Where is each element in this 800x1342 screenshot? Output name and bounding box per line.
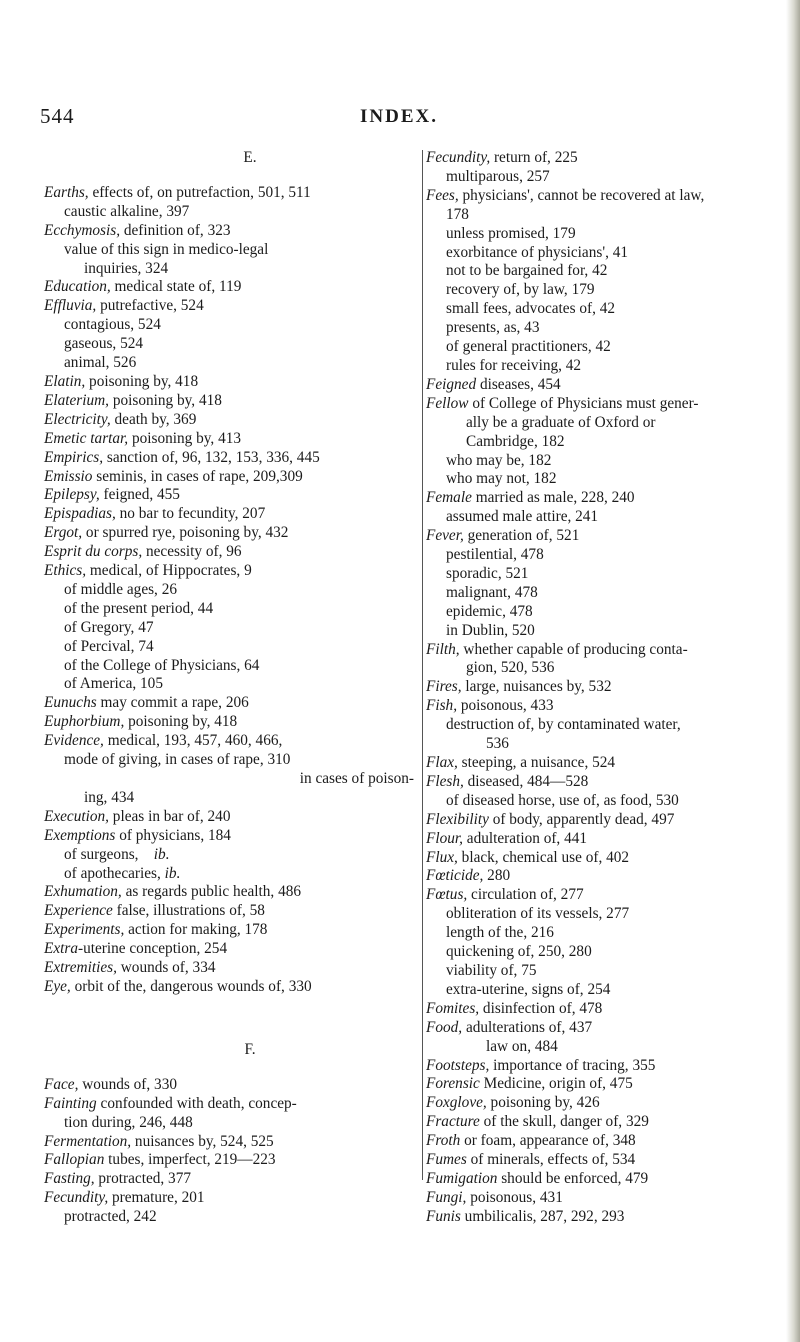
index-subentry: malignant, 478 (446, 583, 538, 601)
index-subentry: assumed male attire, 241 (446, 508, 599, 526)
index-entry: Empirics, sanction of, 96, 132, 153, 336, 445 (44, 448, 320, 466)
index-entry: Epispadias, no bar to fecundity, 207 (44, 505, 266, 523)
index-subentry: small fees, advocates of, 42 (446, 300, 616, 318)
index-entry: Exemptions of physicians, 184 (44, 826, 231, 844)
index-entry: Epilepsy, feigned, 455 (44, 486, 180, 504)
index-entry: Fracture of the skull, danger of, 329 (426, 1113, 649, 1131)
index-entry-continued: ally be a graduate of Oxford or (466, 413, 656, 431)
index-subentry: of diseased horse, use of, as food, 530 (446, 791, 679, 809)
index-entry: Elatin, poisoning by, 418 (44, 372, 199, 390)
index-entry: Fumigation should be enforced, 479 (426, 1169, 649, 1187)
index-subentry: value of this sign in medico-legal (64, 240, 269, 258)
index-entry: Feigned diseases, 454 (426, 375, 561, 393)
index-entry: Fish, poisonous, 433 (426, 697, 554, 715)
index-entry: Face, wounds of, 330 (44, 1075, 177, 1093)
section-heading-e: E. (243, 149, 257, 166)
index-subentry: mode of giving, in cases of rape, 310 (64, 751, 291, 769)
index-entry: Fasting, protracted, 377 (44, 1170, 191, 1188)
index-entry: Electricity, death by, 369 (44, 410, 197, 428)
index-entry: Emetic tartar, poisoning by, 413 (44, 429, 242, 447)
index-entry: Eunuchs may commit a rape, 206 (44, 694, 249, 712)
index-subentry: exorbitance of physicians', 41 (446, 243, 629, 261)
index-entry: Footsteps, importance of tracing, 355 (426, 1056, 656, 1074)
index-subentry-continued: ing, 434 (84, 788, 135, 806)
index-entry: Experience false, illustrations of, 58 (44, 902, 265, 920)
index-entry: Evidence, medical, 193, 457, 460, 466, (44, 732, 283, 750)
index-subentry: protracted, 242 (64, 1208, 157, 1226)
index-entry: Effluvia, putrefactive, 524 (44, 297, 204, 315)
index-entry: Flax, steeping, a nuisance, 524 (426, 754, 616, 771)
page-header (0, 104, 790, 130)
index-entry: Fungi, poisonous, 431 (426, 1188, 563, 1206)
index-entry: Eye, orbit of the, dangerous wounds of, 330 (44, 977, 312, 995)
index-entry: Education, medical state of, 119 (44, 278, 242, 296)
index-entry: Esprit du corps, necessity of, 96 (44, 543, 242, 561)
right-column (426, 149, 790, 1227)
index-subentry: contagious, 524 (64, 316, 161, 334)
index-subentry: of apothecaries, ib. (64, 864, 181, 882)
index-subentry: of middle ages, 26 (64, 580, 178, 598)
index-subentry: of America, 105 (64, 675, 163, 693)
index-entry: Emissio seminis, in cases of rape, 209,309 (44, 467, 303, 485)
index-subentry: multiparous, 257 (446, 167, 550, 185)
index-entry: Ergot, or spurred rye, poisoning by, 432 (44, 524, 289, 542)
index-subentry: of surgeons, ib. (64, 845, 170, 863)
index-entry: Fumes of minerals, effects of, 534 (426, 1151, 636, 1169)
index-subentry: epidemic, 478 (446, 602, 533, 620)
index-entry-continued: 178 (446, 205, 469, 223)
index-entry: Ethics, medical, of Hippocrates, 9 (44, 562, 252, 580)
index-entry: Fœtus, circulation of, 277 (426, 886, 584, 904)
index-subentry: unless promised, 179 (446, 224, 576, 242)
index-entry: Fecundity, return of, 225 (426, 149, 578, 166)
index-entry: Froth or foam, appearance of, 348 (426, 1132, 636, 1150)
index-subentry: in Dublin, 520 (446, 621, 535, 639)
index-entry: Fœticide, 280 (426, 867, 511, 885)
index-entry: Forensic Medicine, origin of, 475 (426, 1075, 633, 1093)
index-entry: Earths, effects of, on putrefaction, 501, 511 (44, 183, 311, 201)
index-subentry: of general practitioners, 42 (446, 338, 611, 356)
index-subentry: gaseous, 524 (64, 335, 144, 353)
index-entry: Fees, physicians', cannot be recovered at law, (426, 186, 705, 204)
index-subentry: pestilential, 478 (446, 546, 544, 564)
index-entry: Flour, adulteration of, 441 (426, 829, 588, 847)
index-subentry: caustic alkaline, 397 (64, 202, 190, 220)
index-entry: Female married as male, 228, 240 (426, 489, 635, 507)
index-subentry: of Percival, 74 (64, 637, 154, 655)
index-entry: Food, adulterations of, 437 (426, 1018, 593, 1036)
index-entry: Flesh, diseased, 484—528 (426, 772, 589, 790)
index-entry: Fallopian tubes, imperfect, 219—223 (44, 1151, 276, 1169)
index-entry: Ecchymosis, definition of, 323 (44, 221, 231, 239)
index-entry: Euphorbium, poisoning by, 418 (44, 713, 238, 731)
index-subentry: viability of, 75 (446, 961, 537, 979)
index-subentry: length of the, 216 (446, 924, 554, 942)
index-entry: Exhumation, as regards public health, 486 (44, 883, 302, 901)
index-entry: Filth, whether capable of producing conta- (426, 640, 688, 658)
index-subentry: animal, 526 (64, 354, 137, 372)
page-number: 544 (40, 104, 75, 128)
index-subentry: extra-uterine, signs of, 254 (446, 980, 611, 998)
index-entry: Extremities, wounds of, 334 (44, 959, 216, 977)
index-entry: Fellow of College of Physicians must gener- (426, 394, 699, 412)
index-entry: Fomites, disinfection of, 478 (426, 999, 603, 1017)
index-subentry: sporadic, 521 (446, 564, 529, 582)
index-entry: Experiments, action for making, 178 (44, 921, 268, 939)
index-entry: Fainting confounded with death, concep- (44, 1094, 297, 1112)
index-entry: Funis umbilicalis, 287, 292, 293 (426, 1207, 625, 1225)
index-subentry-continued: 536 (486, 735, 509, 753)
index-subentry: quickening of, 250, 280 (446, 943, 592, 961)
index-subentry: rules for receiving, 42 (446, 356, 582, 374)
index-subentry-continued: in cases of poison- (299, 770, 414, 787)
index-entry: Fever, generation of, 521 (426, 527, 580, 545)
index-subentry: obliteration of its vessels, 277 (446, 905, 630, 923)
index-subentry: of the College of Physicians, 64 (64, 656, 260, 674)
index-entry-continued: tion during, 246, 448 (64, 1113, 193, 1131)
index-subentry-continued: inquiries, 324 (84, 259, 169, 277)
index-subentry: of Gregory, 47 (64, 618, 154, 636)
page-title: INDEX. (360, 106, 438, 127)
index-subentry: recovery of, by law, 179 (446, 281, 595, 299)
index-subentry: of the present period, 44 (64, 599, 214, 617)
index-subentry: presents, as, 43 (446, 319, 540, 337)
index-entry: Execution, pleas in bar of, 240 (44, 807, 231, 825)
index-entry-continued: gion, 520, 536 (466, 659, 555, 677)
index-entry: Elaterium, poisoning by, 418 (44, 391, 222, 409)
index-entry: Flux, black, chemical use of, 402 (426, 848, 630, 866)
section-heading-f: F. (244, 1040, 256, 1058)
index-entry: Fires, large, nuisances by, 532 (426, 678, 612, 696)
index-subentry: destruction of, by contaminated water, (446, 716, 681, 734)
index-entry: Fermentation, nuisances by, 524, 525 (44, 1132, 274, 1150)
index-subentry: not to be bargained for, 42 (446, 262, 608, 280)
index-entry: Flexibility of body, apparently dead, 497 (426, 810, 675, 828)
column-divider (422, 150, 423, 1180)
left-column (44, 149, 420, 1227)
index-entry-continued: Cambridge, 182 (466, 432, 565, 450)
index-entry: Extra-uterine conception, 254 (44, 940, 228, 958)
index-entry: Foxglove, poisoning by, 426 (426, 1094, 600, 1112)
index-subentry: who may not, 182 (446, 470, 557, 488)
index-entry: Fecundity, premature, 201 (44, 1189, 205, 1207)
index-subentry: law on, 484 (486, 1037, 558, 1055)
index-subentry: who may be, 182 (446, 451, 552, 469)
